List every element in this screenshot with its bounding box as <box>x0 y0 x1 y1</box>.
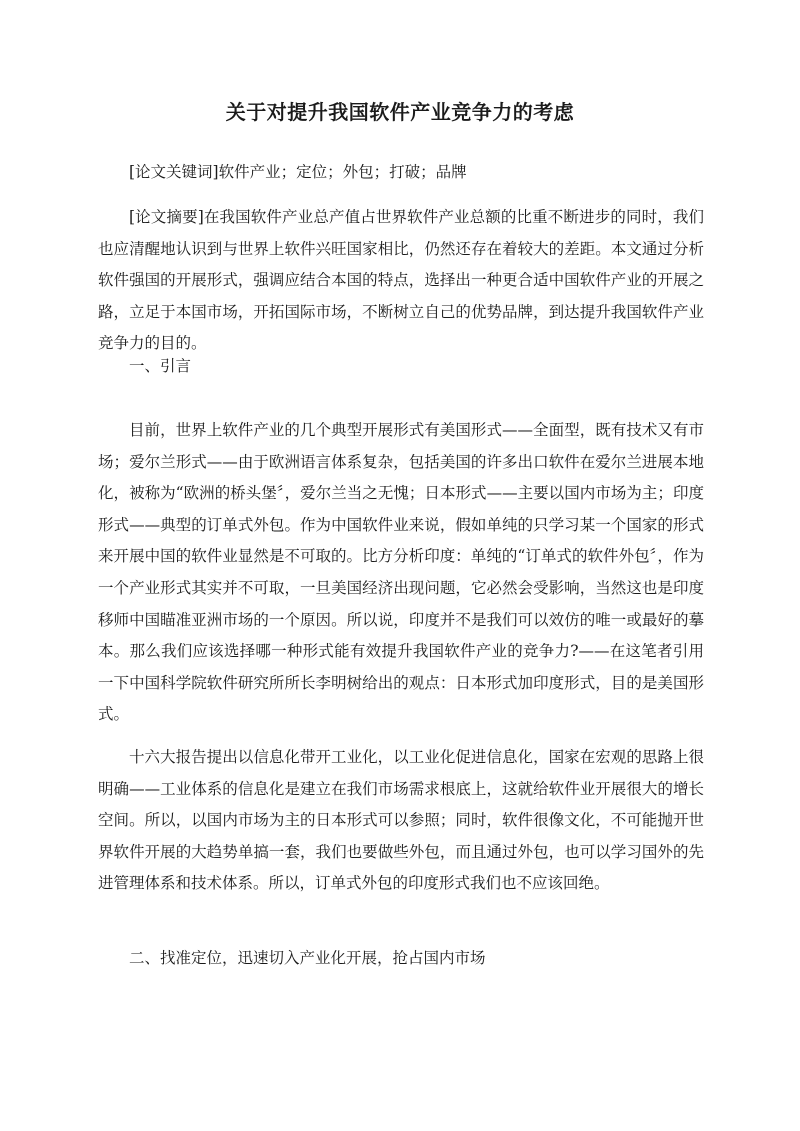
document-title: 关于对提升我国软件产业竞争力的考虑 <box>225 100 575 124</box>
section-heading-introduction: 一、引言 <box>129 357 192 375</box>
keywords-line: [论文关键词]软件产业；定位；外包；打破；品牌 <box>129 163 467 181</box>
body-paragraph-1: 目前，世界上软件产业的几个典型开展形式有美国形式——全面型，既有技术又有市场；爱尔兰形式——由于欧洲语言体系复杂，包括美国的许多出口软件在爱尔兰进展本地化，被称为“欧洲的桥头堡〞，爱尔兰当之无愧；日本形式——主要以国内市场为主；印度形式——典型的订单式外包。作为中国软件业来说，假如单纯的只学习某一个国家的形式来开展中国的软件业显然是不可取的。比方分析印度：单纯的“订单式的软件外包〞，作为一个产业形式其实并不可取，一旦美国经济出现问题，它必然会受影响，当然这也是印度移师中国瞄准亚洲市场的一个原因。所以说，印度并不是我们可以效仿的唯一或最好的摹本。那么我们应该选择哪一种形式能有效提升我国软件产业的竞争力?——在这笔者引用一下中国科学院软件研究所所长李明树给出的观点：日本形式加印度形式，目的是美国形式。 <box>98 421 704 724</box>
section-heading-positioning: 二、找准定位，迅速切入产业化开展，抢占国内市场 <box>129 949 486 967</box>
body-paragraph-2: 十六大报告提出以信息化带开工业化，以工业化促进信息化，国家在宏观的思路上很明确——工业体系的信息化是建立在我们市场需求根底上，这就给软件业开展很大的增长空间。所以，以国内市场为主的日本形式可以参照；同时，软件很像文化，不可能抛开世界软件开展的大趋势单搞一套，我们也要做些外包，而且通过外包，也可以学习国外的先进管理体系和技术体系。所以，订单式外包的印度形式我们也不应该回绝。 <box>98 748 704 893</box>
abstract-paragraph: [论文摘要]在我国软件产业总产值占世界软件产业总额的比重不断进步的同时，我们也应清醒地认识到与世界上软件兴旺国家相比，仍然还存在着较大的差距。本文通过分析软件强国的开展形式，强调应结合本国的特点，选择出一种更合适中国软件产业的开展之路，立足于本国市场，开拓国际市场，不断树立自己的优势品牌，到达提升我国软件产业竞争力的目的。 <box>98 208 704 353</box>
